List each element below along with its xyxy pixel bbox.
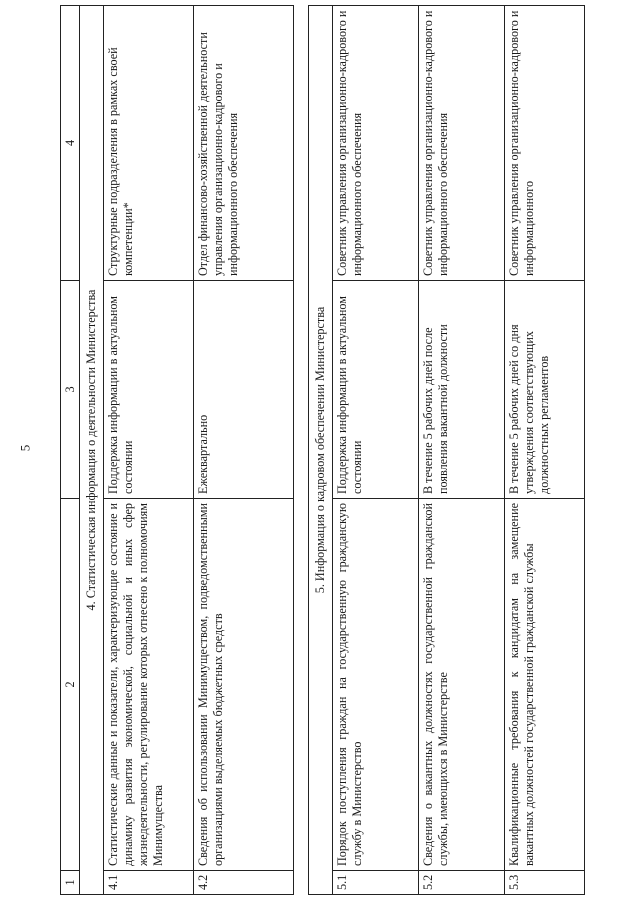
row-number: 5.3 <box>505 871 585 895</box>
row-description: Квалификационные требования к кандидатам на замещение вакантных должностей государственной гражданской службы <box>505 499 585 871</box>
row-responsible: Советник управления организационно-кадрового и информационного обеспечения <box>333 6 419 281</box>
section-title-row <box>80 6 104 895</box>
section-4-title: 4. Статистическая информация о деятельности Министерства <box>80 6 104 895</box>
row-term: В течение 5 рабочих дней со дня утверждения соответствующих должностных регламентов <box>505 281 585 499</box>
table-row <box>333 6 419 895</box>
row-description: Порядок поступления граждан на государственную гражданскую службу в Министерство <box>333 499 419 871</box>
row-term: Поддержка информации в актуальном состоянии <box>104 281 194 499</box>
column-header-2: 2 <box>61 499 80 871</box>
table-row <box>505 6 585 895</box>
row-number: 5.2 <box>419 871 505 895</box>
row-responsible: Советник управления организационно-кадрового и информационного обеспечения <box>419 6 505 281</box>
row-term: Поддержка информации в актуальном состоянии <box>333 281 419 499</box>
spacer-row <box>294 6 309 895</box>
row-number: 4.2 <box>194 871 294 895</box>
column-header-1: 1 <box>61 871 80 895</box>
row-number: 4.1 <box>104 871 194 895</box>
row-number: 5.1 <box>333 871 419 895</box>
document-table <box>60 5 585 895</box>
row-description: Сведения об использовании Минимуществом, подведомственными организациями выделяемых бюджетных средств <box>194 499 294 871</box>
row-responsible: Советник управления организационно-кадрового и информационного <box>505 6 585 281</box>
table-row <box>419 6 505 895</box>
table-row <box>104 6 194 895</box>
page-number: 5 <box>17 444 33 452</box>
section-5-title: 5. Информация о кадровом обеспечении Министерства <box>309 6 333 895</box>
row-term: В течение 5 рабочих дней после появления вакантной должности <box>419 281 505 499</box>
row-description: Сведения о вакантных должностях государственной гражданской службы, имеющихся в Министерстве <box>419 499 505 871</box>
table-row <box>194 6 294 895</box>
row-description: Статистические данные и показатели, характеризующие состояние и динамику развития экономической, социальной и иных сфер жизнедеятельности, регулирование которых отнесено к полномочиям Минимущества <box>104 499 194 871</box>
column-header-4: 4 <box>61 6 80 281</box>
row-responsible: Отдел финансово-хозяйственной деятельности управления организационно-кадрового и информационного обеспечения <box>194 6 294 281</box>
row-responsible: Структурные подразделения в рамках своей компетенции* <box>104 6 194 281</box>
column-header-row <box>61 6 80 895</box>
row-term: Ежеквартально <box>194 281 294 499</box>
column-header-3: 3 <box>61 281 80 499</box>
section-title-row <box>309 6 333 895</box>
rotated-page <box>60 5 640 895</box>
